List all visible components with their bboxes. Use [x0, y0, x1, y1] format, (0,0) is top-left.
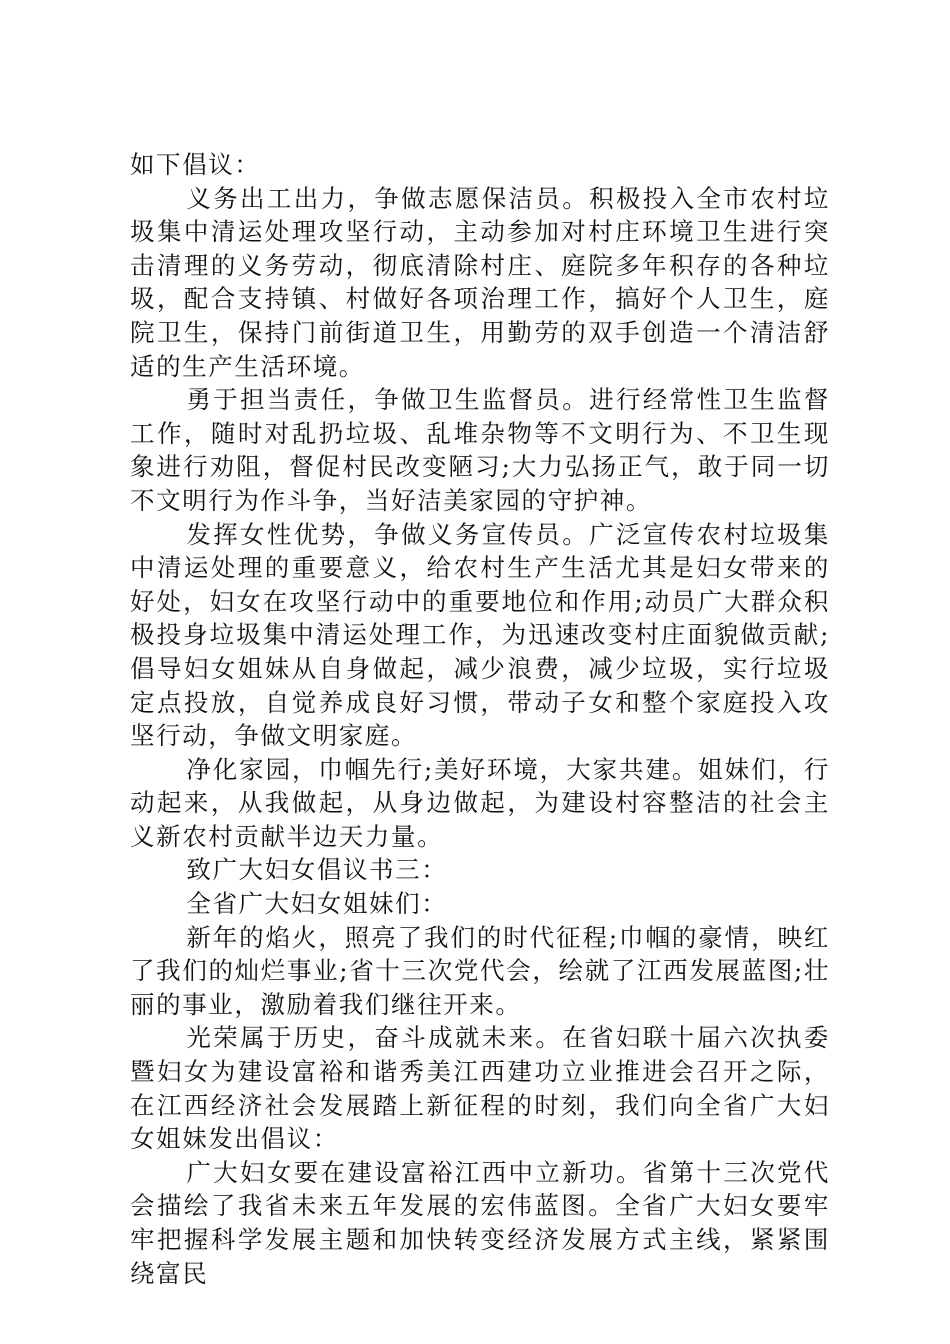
- paragraph-glory-history: 光荣属于历史，奋斗成就未来。在省妇联十届六次执委暨妇女为建设富裕和谐秀美江西建功立业推进会召开之际，在江西经济社会发展踏上新征程的时刻，我们向全省广大妇女姐妹发出倡议：: [130, 1023, 830, 1154]
- paragraph-hygiene-supervisor: 勇于担当责任，争做卫生监督员。进行经常性卫生监督工作，随时对乱扔垃圾、乱堆杂物等不文明行为、不卫生现象进行劝阻，督促村民改变陋习;大力弘扬正气，敢于同一切不文明行为作斗争，当好洁美家园的守护神。: [130, 385, 830, 515]
- paragraph-salutation: 全省广大妇女姐妹们：: [186, 889, 448, 919]
- paragraph-publicity: 发挥女性优势，争做义务宣传员。广泛宣传农村垃圾集中清运处理的重要意义，给农村生产生活尤其是妇女带来的好处，妇女在攻坚行动中的重要地位和作用;动员广大群众积极投身垃圾集中清运处理工作，为迅速改变村庄面貌做贡献;倡导妇女姐妹从自身做起，减少浪费，减少垃圾，实行垃圾定点投放，自觉养成良好习惯，带动子女和整个家庭投入攻坚行动，争做文明家庭。: [130, 519, 830, 751]
- paragraph-call-to-action: 净化家园，巾帼先行;美好环境，大家共建。姐妹们，行动起来，从我做起，从身边做起，为建设村容整洁的社会主义新农村贡献半边天力量。: [130, 754, 830, 851]
- paragraph-new-year: 新年的焰火，照亮了我们的时代征程;巾帼的豪情，映红了我们的灿烂事业;省十三次党代会，绘就了江西发展蓝图;壮丽的事业，激励着我们继往开来。: [130, 922, 830, 1019]
- paragraph-prosperous-jiangxi: 广大妇女要在建设富裕江西中立新功。省第十三次党代会描绘了我省未来五年发展的宏伟蓝图。全省广大妇女要牢牢把握科学发展主题和加快转变经济发展方式主线，紧紧围绕富民: [130, 1157, 830, 1288]
- paragraph-volunteer-cleaner: 义务出工出力，争做志愿保洁员。积极投入全市农村垃圾集中清运处理攻坚行动，主动参加对村庄环境卫生进行突击清理的义务劳动，彻底清除村庄、庭院多年积存的各种垃圾，配合支持镇、村做好各项治理工作，搞好个人卫生，庭院卫生，保持门前街道卫生，用勤劳的双手创造一个清洁舒适的生产生活环境。: [130, 183, 830, 381]
- paragraph-proposal-title: 致广大妇女倡议书三：: [186, 855, 448, 885]
- document-body: [130, 148, 830, 1290]
- paragraph-intro: 如下倡议：: [130, 150, 261, 179]
